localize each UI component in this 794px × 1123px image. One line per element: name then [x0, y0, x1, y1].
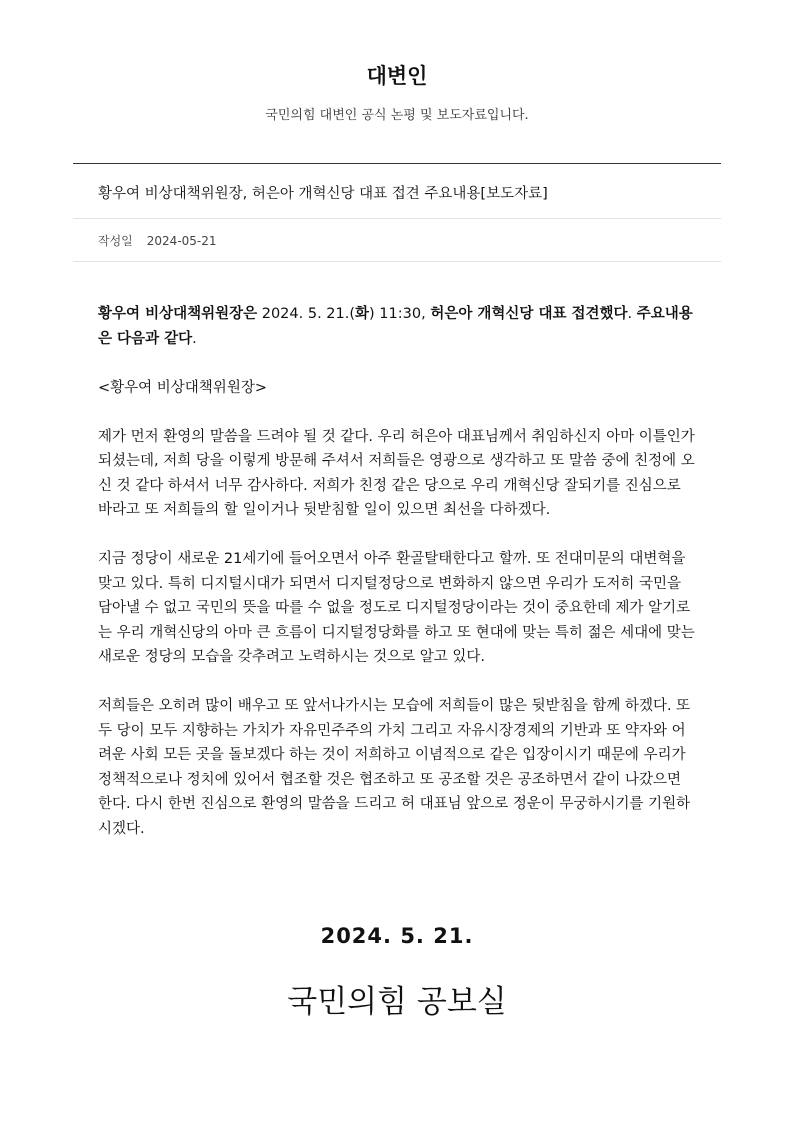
intro-text-2: ) 11:30,	[369, 306, 431, 322]
post-title: 황우여 비상대책위원장, 허은아 개혁신당 대표 접견 주요내용[보도자료]	[98, 186, 548, 202]
intro-paragraph	[98, 302, 698, 351]
body-paragraph-2: 지금 정당이 새로운 21세기에 들어오면서 아주 환골탈태한다고 할까. 또 전대미문의 대변혁을 맞고 있다. 특히 디지털시대가 되면서 디지털정당으로 변화하지 않으면 우리가 도저히 국민을 담아낼 수 없고 국민의 뜻을 따를 수 없을 정도로 디지털정당이라는 것이 중요한데 제가 알기로는 우리 개혁신당의 아마 큰 흐름이 디지털정당화를 하고 또 현대에 맞는 특히 젊은 세대에 맞는 새로운 정당의 모습을 갖추려고 노력하시는 것으로 알고 있다.	[98, 551, 695, 665]
meta-divider	[73, 261, 721, 262]
site-title[interactable]: 대변인	[366, 64, 428, 88]
intro-text-4: .	[192, 330, 197, 347]
meta-date-label: 작성일	[98, 234, 133, 248]
intro-event: 허은아 개혁신당 대표 접견했다	[430, 306, 628, 322]
release-date: 2024. 5. 21.	[320, 924, 474, 948]
meta-date-value: 2024-05-21	[146, 234, 217, 248]
post-meta	[98, 232, 217, 249]
intro-text-3: .	[627, 306, 637, 322]
body-paragraph-3: 저희들은 오히려 많이 배우고 또 앞서나가시는 모습에 저희들이 많은 뒷받침을 함께 하겠다. 또 두 당이 모두 지향하는 가치가 자유민주주의 가치 그리고 자유시장경제의 기반과 또 약자와 어려운 사회 모든 곳을 돌보겠다 하는 것이 저희하고 이념적으로 같은 입장이시기 때문에 우리가 정책적으로나 정치에 있어서 협조할 것은 협조하고 또 공조할 것은 공조하면서 같이 나갔으면 한다. 다시 한번 진심으로 환영의 말씀을 드리고 허 대표님 앞으로 정운이 무궁하시기를 기원하시겠다.	[98, 698, 691, 837]
post-body	[98, 302, 698, 841]
header-divider	[73, 163, 721, 164]
intro-subject: 황우여 비상대책위원장은	[98, 306, 258, 322]
title-divider	[73, 218, 721, 219]
intro-lead: 주요내용은 다음과 같다	[98, 306, 693, 347]
section-header: <황우여 비상대책위원장>	[98, 379, 267, 396]
intro-weekday: 화	[355, 306, 370, 322]
body-paragraph-1: 제가 먼저 환영의 말씀을 드려야 될 것 같다. 우리 허은아 대표님께서 취임하신지 아마 이틀인가 되셨는데, 저희 당을 이렇게 방문해 주셔서 저희들은 영광으로 생각하고 또 말씀 중에 친정에 오신 것 같다 하셔서 너무 감사하다. 저희가 친정 같은 당으로 우리 개혁신당 잘되기를 진심으로 바라고 또 저희들의 할 일이거나 뒷받침할 일이 있으면 최선을 다하겠다.	[98, 428, 695, 518]
site-description: 국민의힘 대변인 공식 논평 및 보도자료입니다.	[265, 108, 529, 123]
issuing-organization: 국민의힘 공보실	[287, 984, 507, 1020]
intro-text-1: 2024. 5. 21.(	[257, 306, 356, 322]
